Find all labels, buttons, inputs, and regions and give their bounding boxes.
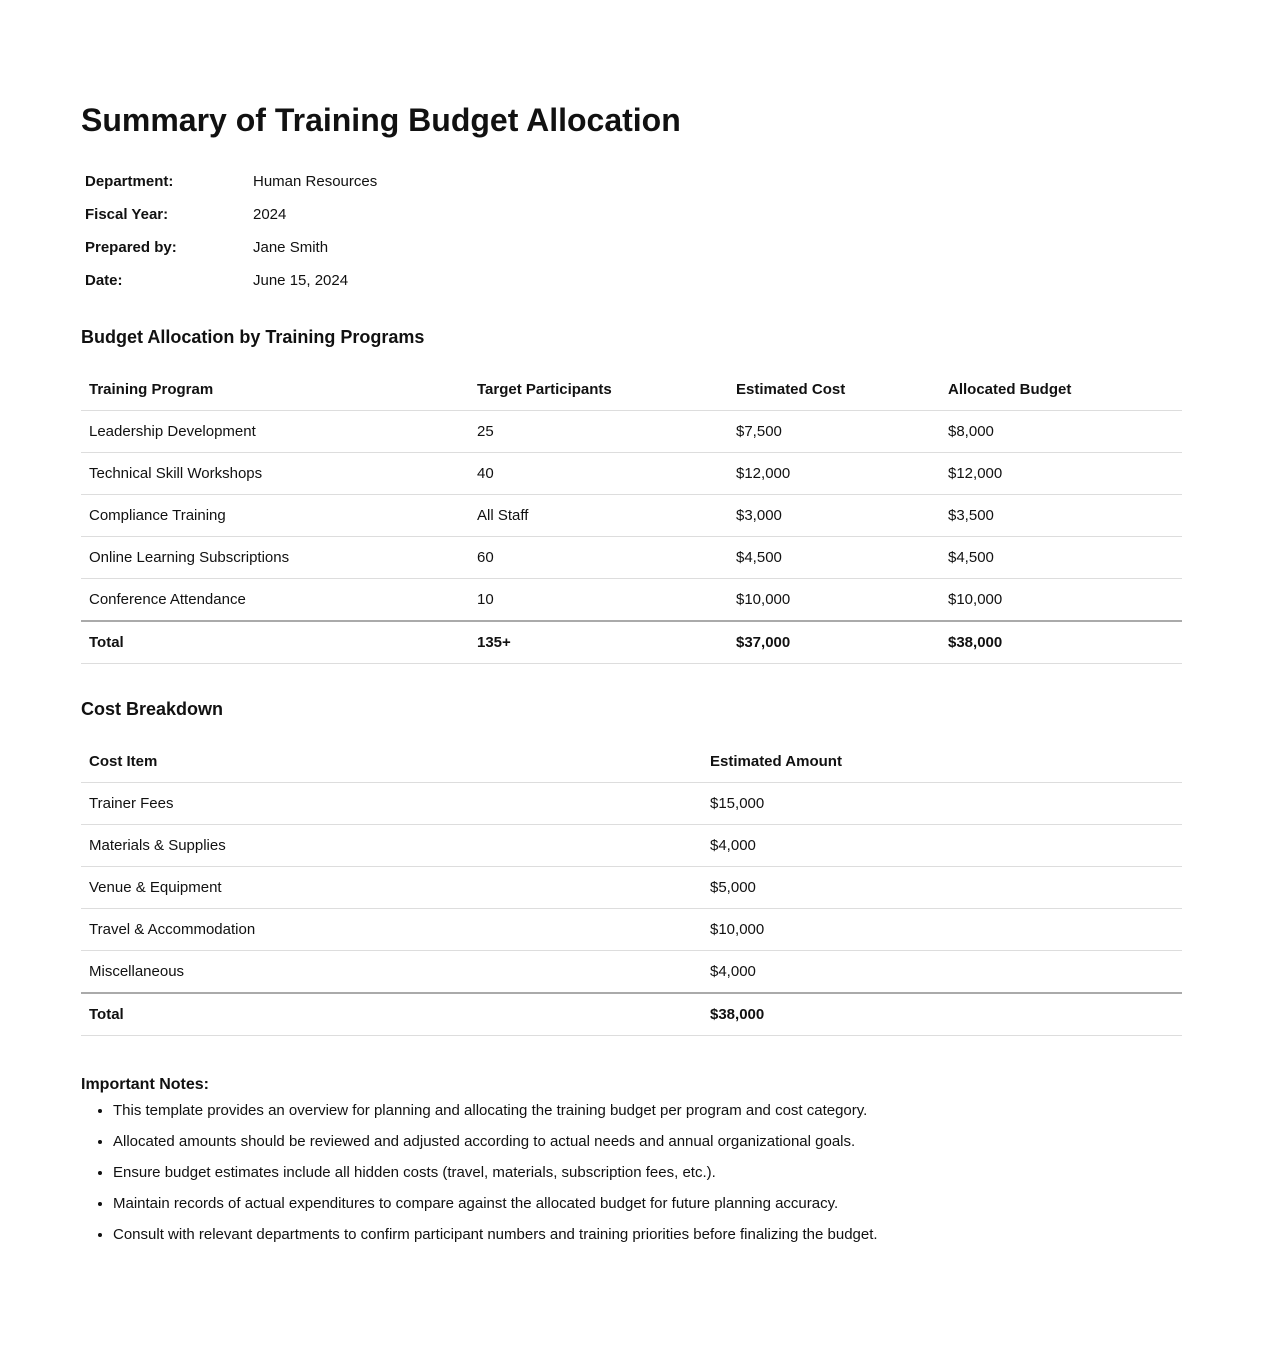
important-notes <box>81 1073 1182 1256</box>
total-cell: $38,000 <box>702 993 1182 1036</box>
meta-label: Date: <box>85 272 123 289</box>
meta-label: Fiscal Year: <box>85 206 169 223</box>
meta-row-date <box>85 264 377 297</box>
table-cell: Venue & Equipment <box>81 867 702 909</box>
meta-label: Department: <box>85 173 174 190</box>
table-cell: Technical Skill Workshops <box>81 453 469 495</box>
table-row <box>81 909 1182 951</box>
meta-value: June 15, 2024 <box>253 272 349 289</box>
list-item: • This template provides an overview for planning and allocating the training budget per program and cost category. <box>113 1101 1182 1121</box>
total-row <box>81 993 1182 1036</box>
column-header: Allocated Budget <box>940 369 1182 411</box>
table-row <box>81 825 1182 867</box>
total-row <box>81 621 1182 664</box>
column-header: Training Program <box>81 369 469 411</box>
table-cell: Trainer Fees <box>81 783 702 825</box>
meta-row-fiscal-year <box>85 198 377 231</box>
meta-row-department <box>85 165 377 198</box>
table-cell: Online Learning Subscriptions <box>81 537 469 579</box>
table-cell: $10,000 <box>940 579 1182 622</box>
table-row <box>81 495 1182 537</box>
column-header: Estimated Amount <box>702 741 1182 783</box>
total-cell: $37,000 <box>728 621 940 664</box>
meta-value: Jane Smith <box>253 239 329 256</box>
total-cell: 135+ <box>469 621 728 664</box>
meta-value: Human Resources <box>253 173 378 190</box>
table-cell: $4,500 <box>728 537 940 579</box>
table-row <box>81 951 1182 994</box>
list-item: • Allocated amounts should be reviewed and adjusted according to actual needs and annual organizational goals. <box>113 1132 1182 1152</box>
programs-heading: Budget Allocation by Training Programs <box>81 327 425 347</box>
table-cell: $12,000 <box>940 453 1182 495</box>
table-cell: Miscellaneous <box>81 951 702 994</box>
table-cell: $10,000 <box>702 909 1182 951</box>
table-cell: Travel & Accommodation <box>81 909 702 951</box>
meta-label: Prepared by: <box>85 239 177 256</box>
table-cell: 60 <box>469 537 728 579</box>
list-item: • Maintain records of actual expenditures to compare against the allocated budget for future planning accuracy. <box>113 1194 1182 1214</box>
table-cell: $4,000 <box>702 825 1182 867</box>
table-cell: $12,000 <box>728 453 940 495</box>
table-cell: $4,000 <box>702 951 1182 994</box>
total-cell: $38,000 <box>940 621 1182 664</box>
document-meta <box>85 165 377 297</box>
costs-table <box>81 741 1182 1036</box>
table-row <box>81 867 1182 909</box>
table-cell: Conference Attendance <box>81 579 469 622</box>
table-header-row <box>81 741 1182 783</box>
column-header: Cost Item <box>81 741 702 783</box>
meta-value: 2024 <box>253 206 287 223</box>
column-header: Estimated Cost <box>728 369 940 411</box>
table-cell: Compliance Training <box>81 495 469 537</box>
table-row <box>81 579 1182 622</box>
table-row <box>81 411 1182 453</box>
table-cell: $5,000 <box>702 867 1182 909</box>
table-cell: $4,500 <box>940 537 1182 579</box>
meta-row-prepared-by <box>85 231 377 264</box>
notes-title: Important Notes: <box>81 1076 209 1093</box>
table-cell: $8,000 <box>940 411 1182 453</box>
table-cell: 40 <box>469 453 728 495</box>
table-cell: $7,500 <box>728 411 940 453</box>
programs-table <box>81 369 1182 664</box>
list-item: • Ensure budget estimates include all hidden costs (travel, materials, subscription fees, etc.). <box>113 1163 1182 1183</box>
page-title: Summary of Training Budget Allocation <box>81 102 681 138</box>
table-header-row <box>81 369 1182 411</box>
notes-list <box>81 1101 1182 1245</box>
column-header: Target Participants <box>469 369 728 411</box>
table-cell: 10 <box>469 579 728 622</box>
table-cell: $10,000 <box>728 579 940 622</box>
table-cell: $3,000 <box>728 495 940 537</box>
total-cell: Total <box>81 621 469 664</box>
costs-heading: Cost Breakdown <box>81 699 224 719</box>
table-cell: Materials & Supplies <box>81 825 702 867</box>
list-item: • Consult with relevant departments to confirm participant numbers and training priorities before finalizing the budget. <box>113 1225 1182 1245</box>
table-cell: All Staff <box>469 495 728 537</box>
table-row <box>81 537 1182 579</box>
table-row <box>81 783 1182 825</box>
table-cell: $15,000 <box>702 783 1182 825</box>
table-cell: 25 <box>469 411 728 453</box>
total-cell: Total <box>81 993 702 1036</box>
table-row <box>81 453 1182 495</box>
table-cell: $3,500 <box>940 495 1182 537</box>
table-cell: Leadership Development <box>81 411 469 453</box>
